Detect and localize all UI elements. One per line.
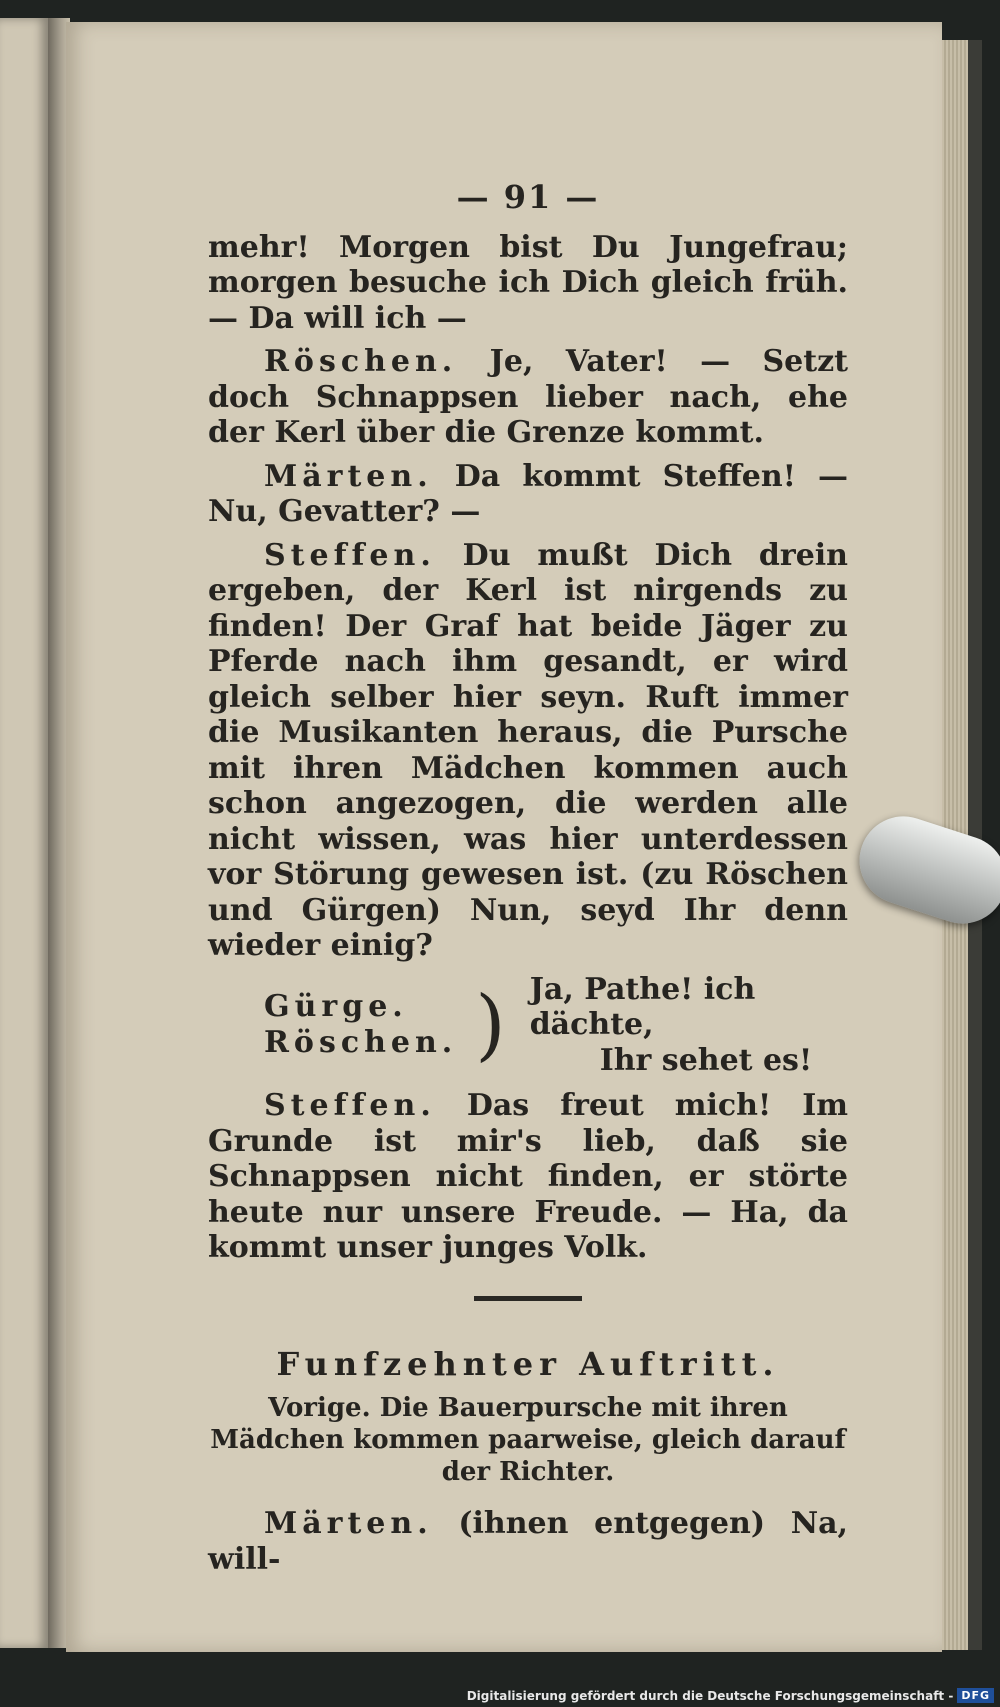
speech-text: Das freut mich! Im Grunde ist mir's lieb, daß sie Schnappsen nicht finden, er störte heute nur unsere Freude. — Ha, da kommt unser junges Volk. [208, 1088, 848, 1265]
speech-maerten-2 [208, 1506, 848, 1577]
speech-text: Ihr sehet es! [599, 1042, 813, 1078]
section-rule [474, 1296, 582, 1301]
left-page-edge [0, 18, 48, 1648]
speaker-name: Röschen. [264, 1024, 458, 1060]
page-number: — 91 — [456, 178, 600, 216]
brace-glyph: ) [475, 979, 506, 1070]
speaker-name: Märten. [264, 458, 433, 494]
speech-text: Du mußt Dich drein ergeben, der Kerl ist nirgends zu finden! Der Graf hat beide Jäger zu Pferde nach ihm gesandt, er wird gleich selber hier seyn. Ruft immer die Musikanten heraus, die Pursche mit ihren Mädchen kommen auch schon angezogen, die werden alle nicht wissen, was hier unterdessen vor Störung gewesen ist. (zu Röschen und Gürgen) Nun, seyd Ihr denn wieder einig? [208, 537, 848, 963]
speaker-name: Steffen. [264, 537, 436, 573]
joint-lines [530, 972, 848, 1079]
speech-maerten [208, 459, 848, 530]
credit-text: Digitalisierung gefördert durch die Deutsche Forschungsgemeinschaft - [466, 1688, 954, 1703]
page-text [208, 180, 848, 1585]
speech-steffen [208, 538, 848, 964]
speech-text: (ihnen entgegen) Na, will- [208, 1506, 848, 1577]
stage-direction: Vorige. Die Bauerpursche mit ihren Mädchen kommen paarweise, gleich darauf der Richter. [210, 1393, 846, 1487]
joint-speech [264, 972, 848, 1079]
paragraph: mehr! Morgen bist Du Jungefrau; morgen besuche ich Dich gleich früh. — Da will ich — [208, 229, 848, 336]
digitization-credit [467, 1688, 994, 1703]
speaker-name: Gürge. [264, 989, 408, 1025]
speaker-name: Röschen. [264, 344, 458, 379]
speaker-name: Steffen. [264, 1088, 436, 1123]
speech-steffen-2 [208, 1088, 848, 1266]
dfg-logo: DFG [957, 1688, 994, 1703]
speech-text: Ja, Pathe! ich dächte, [529, 971, 756, 1042]
joint-speakers [264, 989, 457, 1060]
speaker-name: Märten. [264, 1506, 433, 1541]
speech-text: Je, Vater! — Setzt doch Schnappsen lieber nach, ehe der Kerl über die Grenze kommt. [208, 344, 848, 450]
scene-heading: Funfzehnter Auftritt. [276, 1344, 780, 1383]
speech-text: Da kommt Steffen! — Nu, Gevatter? — [208, 458, 848, 529]
speech-roeschen [208, 344, 848, 451]
